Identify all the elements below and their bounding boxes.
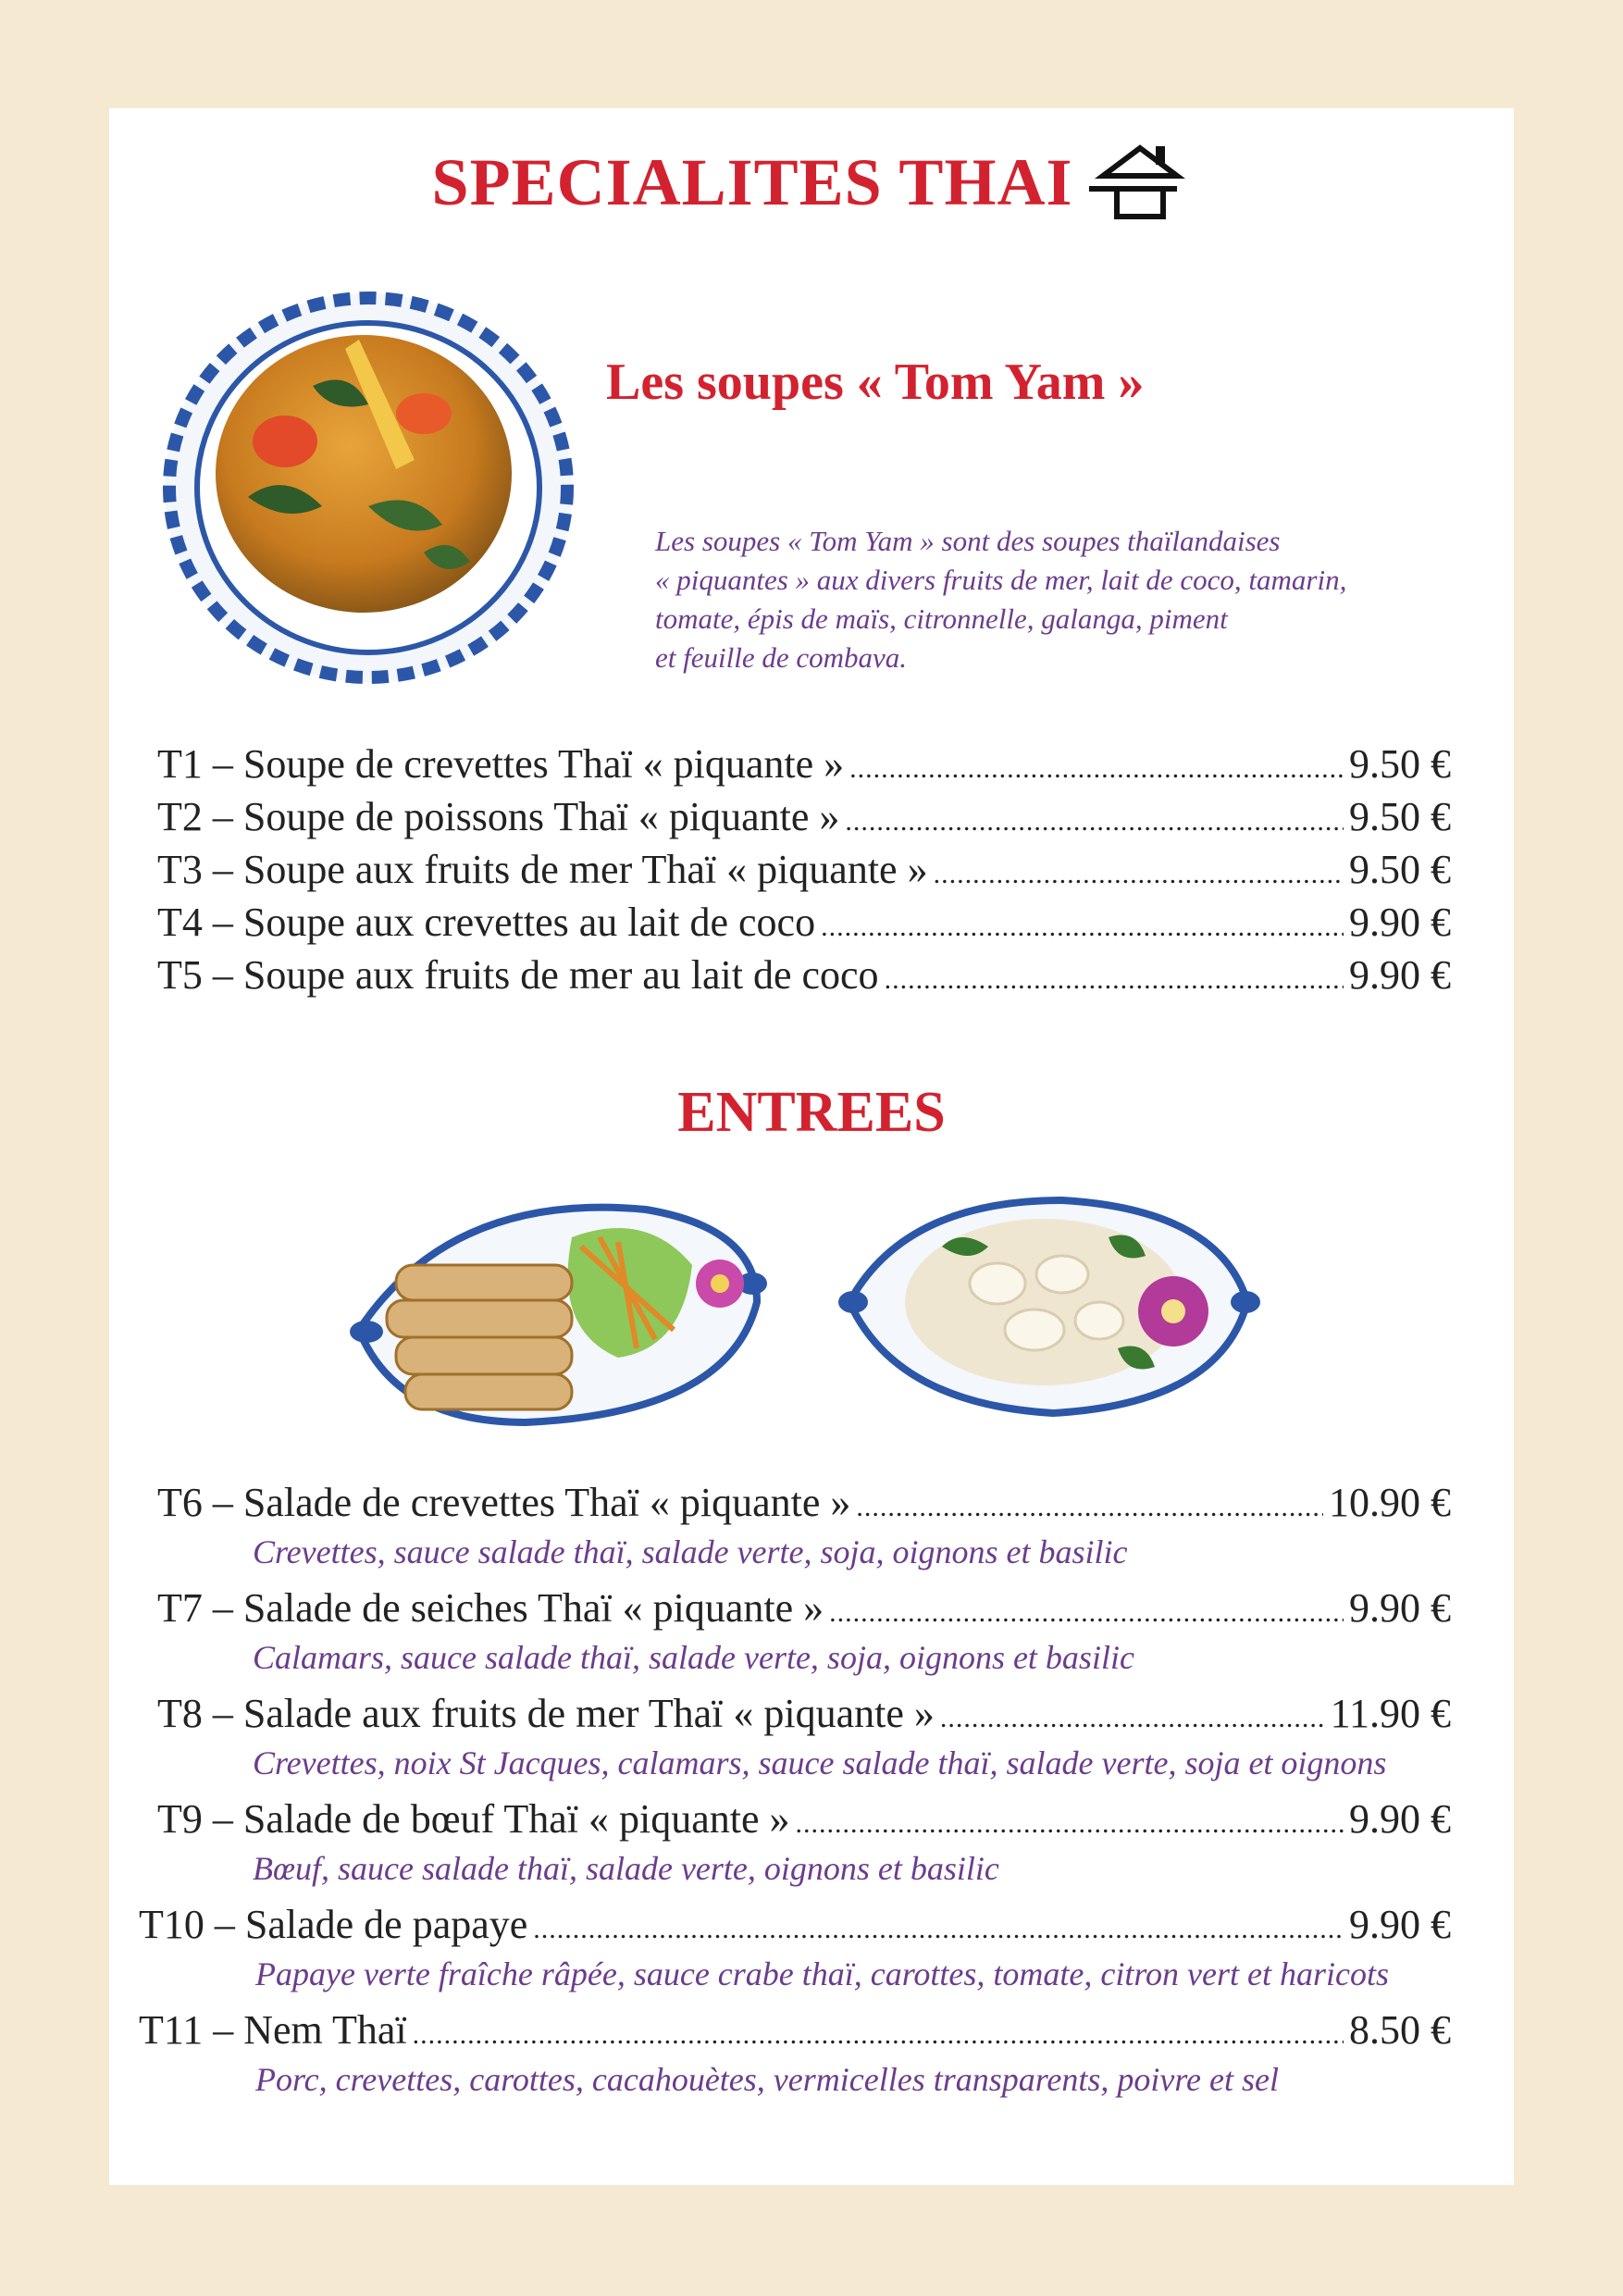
soups-description <box>655 522 1469 677</box>
menu-item <box>139 2004 1451 2056</box>
dot-leader <box>940 1692 1325 1744</box>
item-description: Crevettes, noix St Jacques, calamars, sauce salade thaï, salade verte, soja et oignons <box>253 1744 1387 1781</box>
tom-yam-soup-photo <box>146 275 590 719</box>
item-price: 9.90 € <box>1349 900 1451 945</box>
menu-item <box>157 1687 1451 1740</box>
seafood-salad-photo <box>831 1173 1266 1441</box>
item-code: T1 – <box>157 741 233 787</box>
dot-leader <box>821 900 1344 953</box>
soups-description-line: « piquantes » aux divers fruits de mer, lait de coco, tamarin, <box>655 564 1347 596</box>
menu-item <box>157 1793 1451 1845</box>
dot-leader <box>934 848 1344 900</box>
menu-item <box>157 949 1451 1001</box>
item-price: 9.50 € <box>1349 794 1451 839</box>
dot-leader <box>413 2008 1344 2061</box>
item-code: T7 – <box>157 1585 233 1631</box>
menu-item <box>157 896 1451 949</box>
item-description: Porc, crevettes, carottes, cacahouètes, vermicelles transparents, poivre et sel <box>255 2061 1279 2098</box>
page-title: SPECIALITES THAI <box>431 145 1073 219</box>
item-code: T3 – <box>157 847 233 892</box>
dot-leader <box>795 1797 1344 1850</box>
item-price: 9.90 € <box>1349 952 1451 998</box>
item-name: Nem Thaï <box>243 2007 407 2053</box>
dot-leader <box>856 1481 1323 1533</box>
item-description: Papaye verte fraîche râpée, sauce crabe thaï, carottes, tomate, citron vert et haricots <box>255 1955 1390 1992</box>
item-code: T9 – <box>157 1796 233 1842</box>
item-price: 9.50 € <box>1349 741 1451 787</box>
item-price: 9.90 € <box>1349 1902 1451 1947</box>
thai-house-icon <box>1089 141 1191 224</box>
item-name: Soupe aux fruits de mer Thaï « piquante » <box>242 847 928 892</box>
item-name: Salade de bœuf Thaï « piquante » <box>242 1796 790 1842</box>
menu-item <box>157 1582 1451 1634</box>
item-name: Soupe de poissons Thaï « piquante » <box>242 794 840 839</box>
entrees-title: ENTREES <box>677 1081 946 1144</box>
item-code: T11 – <box>139 2007 234 2053</box>
item-price: 9.90 € <box>1349 1796 1451 1842</box>
item-description: Bœuf, sauce salade thaï, salade verte, oignons et basilic <box>253 1850 999 1887</box>
soups-description-line: et feuille de combava. <box>655 641 908 674</box>
item-price: 11.90 € <box>1330 1691 1451 1736</box>
menu-item <box>157 790 1451 843</box>
soups-description-line: Les soupes « Tom Yam » sont des soupes thaïlandaises <box>655 525 1281 557</box>
dot-leader <box>829 1586 1344 1639</box>
dot-leader <box>885 953 1344 1006</box>
item-name: Salade de crevettes Thaï « piquante » <box>242 1480 851 1525</box>
spring-rolls-photo <box>341 1173 785 1441</box>
item-code: T10 – <box>139 1902 235 1947</box>
item-name: Soupe aux fruits de mer au lait de coco <box>242 952 879 998</box>
menu-page <box>109 108 1514 2185</box>
item-price: 9.50 € <box>1349 847 1451 892</box>
menu-item <box>157 738 1451 790</box>
item-price: 9.90 € <box>1349 1585 1451 1631</box>
menu-item <box>139 1898 1451 1951</box>
item-price: 10.90 € <box>1329 1480 1451 1525</box>
item-name: Soupe aux crevettes au lait de coco <box>242 900 816 945</box>
item-code: T6 – <box>157 1480 233 1525</box>
item-name: Salade aux fruits de mer Thaï « piquante » <box>242 1691 935 1736</box>
item-price: 8.50 € <box>1349 2007 1451 2053</box>
dot-leader <box>849 742 1344 795</box>
item-description: Crevettes, sauce salade thaï, salade verte, soja, oignons et basilic <box>253 1533 1128 1570</box>
item-name: Salade de seiches Thaï « piquante » <box>242 1585 824 1631</box>
item-code: T4 – <box>157 900 233 945</box>
dot-leader <box>533 1903 1344 1955</box>
item-name: Salade de papaye <box>244 1902 528 1947</box>
soups-description-line: tomate, épis de maïs, citronnelle, galanga, piment <box>655 602 1228 635</box>
item-code: T5 – <box>157 952 233 998</box>
soups-subtitle: Les soupes « Tom Yam » <box>606 354 1145 411</box>
dot-leader <box>845 795 1344 848</box>
item-code: T8 – <box>157 1691 233 1736</box>
item-code: T2 – <box>157 794 233 839</box>
item-name: Soupe de crevettes Thaï « piquante » <box>242 741 845 787</box>
item-description: Calamars, sauce salade thaï, salade verte, soja, oignons et basilic <box>253 1639 1134 1676</box>
menu-item <box>157 843 1451 896</box>
page-title-row <box>109 136 1514 229</box>
menu-item <box>157 1476 1451 1529</box>
